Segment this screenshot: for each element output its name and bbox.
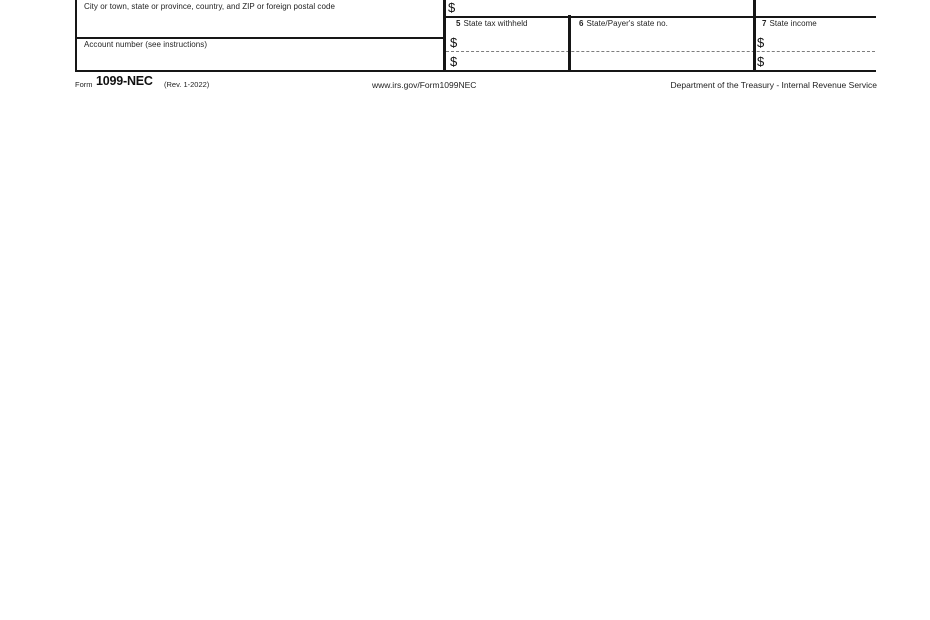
- dollar-sign: $: [450, 35, 458, 50]
- divider-amount-staterow: [443, 16, 876, 18]
- divider-box6-box7: [753, 0, 756, 71]
- border-left: [75, 0, 77, 71]
- box7-label-text: State income: [769, 19, 817, 28]
- box5-label-text: State tax withheld: [463, 19, 528, 28]
- footer-form-word: Form: [75, 79, 93, 89]
- dollar-sign: $: [450, 54, 458, 69]
- box6-label: [579, 20, 668, 29]
- box7-state-income-cell: [756, 17, 876, 69]
- footer-treasury-agency: Department of the Treasury - Internal Revenue Service: [670, 79, 877, 90]
- city-field-cell: [77, 0, 443, 37]
- account-number-label: Account number (see instructions): [84, 40, 208, 49]
- divider-left-right-sections: [443, 0, 446, 71]
- box7-label: [762, 20, 817, 29]
- box5-number: 5: [456, 19, 461, 28]
- dashed-amount-divider: [446, 51, 875, 52]
- box6-number: 6: [579, 19, 584, 28]
- divider-city-account: [75, 37, 445, 39]
- dollar-sign: $: [757, 35, 765, 50]
- box6-label-text: State/Payer's state no.: [586, 19, 668, 28]
- footer-irs-url: www.irs.gov/Form1099NEC: [372, 80, 477, 90]
- amount-dollar-cell: [446, 0, 753, 15]
- footer-form-number: 1099-NEC: [96, 74, 153, 88]
- box5-label: [456, 20, 528, 29]
- city-field-label: City or town, state or province, country, and ZIP or foreign postal code: [84, 1, 335, 11]
- top-right-empty-cell: [753, 0, 876, 15]
- account-number-cell: [77, 39, 443, 69]
- box5-state-tax-withheld-cell: [446, 17, 568, 69]
- box6-state-payer-state-no-cell: [571, 17, 753, 69]
- footer-revision: (Rev. 1-2022): [164, 79, 210, 89]
- border-bottom: [75, 70, 876, 73]
- box7-number: 7: [762, 19, 767, 28]
- divider-box5-box6: [568, 15, 571, 71]
- dollar-sign: $: [448, 0, 456, 15]
- dollar-sign: $: [757, 54, 765, 69]
